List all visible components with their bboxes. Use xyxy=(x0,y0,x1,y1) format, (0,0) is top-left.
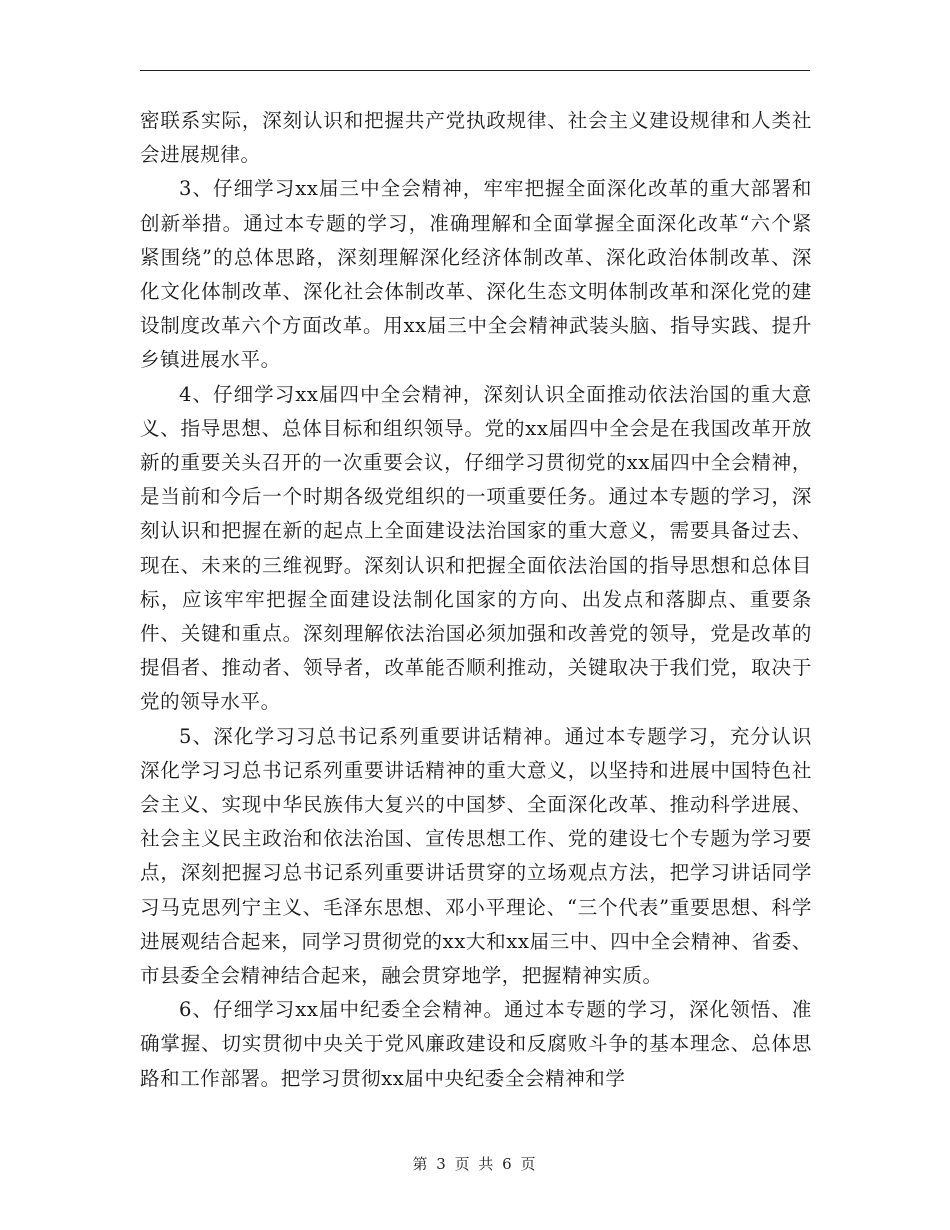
paragraph-item-4: 4、仔细学习xx届四中全会精神，深刻认识全面推动依法治国的重大意义、指导思想、总体目标和组织领导。党的xx届四中全会是在我国改革开放新的重要关头召开的一次重要会议，仔细学习贯彻党的xx届四中全会精神，是当前和今后一个时期各级党组织的一项重要任务。通过本专题的学习，深刻认识和把握在新的起点上全面建设法治国家的重大意义，需要具备过去、现在、未来的三维视野。深刻认识和把握全面依法治国的指导思想和总体目标，应该牢牢把握全面建设法制化国家的方向、出发点和落脚点、重要条件、关键和重点。深刻理解依法治国必须加强和改善党的领导，党是改革的提倡者、推动者、领导者，改革能否顺利推动，关键取决于我们党，取决于党的领导水平。 xyxy=(140,382,812,714)
paragraph-item-3: 3、仔细学习xx届三中全会精神，牢牢把握全面深化改革的重大部署和创新举措。通过本专题的学习，准确理解和全面掌握全面深化改革“六个紧紧围绕”的总体思路，深刻理解深化经济体制改革、深化政治体制改革、深化文化体制改革、深化社会体制改革、深化生态文明体制改革和深化党的建设制度改革六个方面改革。用xx届三中全会精神武装头脑、指导实践、提升乡镇进展水平。 xyxy=(140,177,812,372)
body-text xyxy=(140,104,812,1096)
paragraph-item-6: 6、仔细学习xx届中纪委全会精神。通过本专题的学习，深化领悟、准确掌握、切实贯彻中央关于党风廉政建设和反腐败斗争的基本理念、总体思路和工作部署。把学习贯彻xx届中央纪委全会精神和学 xyxy=(140,998,812,1090)
page-number-label: 第 3 页 共 6 页 xyxy=(412,1155,538,1173)
page-footer xyxy=(0,1153,950,1174)
paragraph-continuation: 密联系实际，深刻认识和把握共产党执政规律、社会主义建设规律和人类社会进展规律。 xyxy=(140,109,812,167)
paragraph-item-5: 5、深化学习习总书记系列重要讲话精神。通过本专题学习，充分认识深化学习习总书记系列重要讲话精神的重大意义，以坚持和进展中国特色社会主义、实现中华民族伟大复兴的中国梦、全面深化改革、推动科学进展、社会主义民主政治和依法治国、宣传思想工作、党的建设七个专题为学习要点，深刻把握习总书记系列重要讲话贯穿的立场观点方法，把学习讲话同学习马克思列宁主义、毛泽东思想、邓小平理论、“三个代表”重要思想、科学进展观结合起来，同学习贯彻党的xx大和xx届三中、四中全会精神、省委、市县委全会精神结合起来，融会贯穿地学，把握精神实质。 xyxy=(140,724,812,988)
header-rule xyxy=(140,70,810,71)
